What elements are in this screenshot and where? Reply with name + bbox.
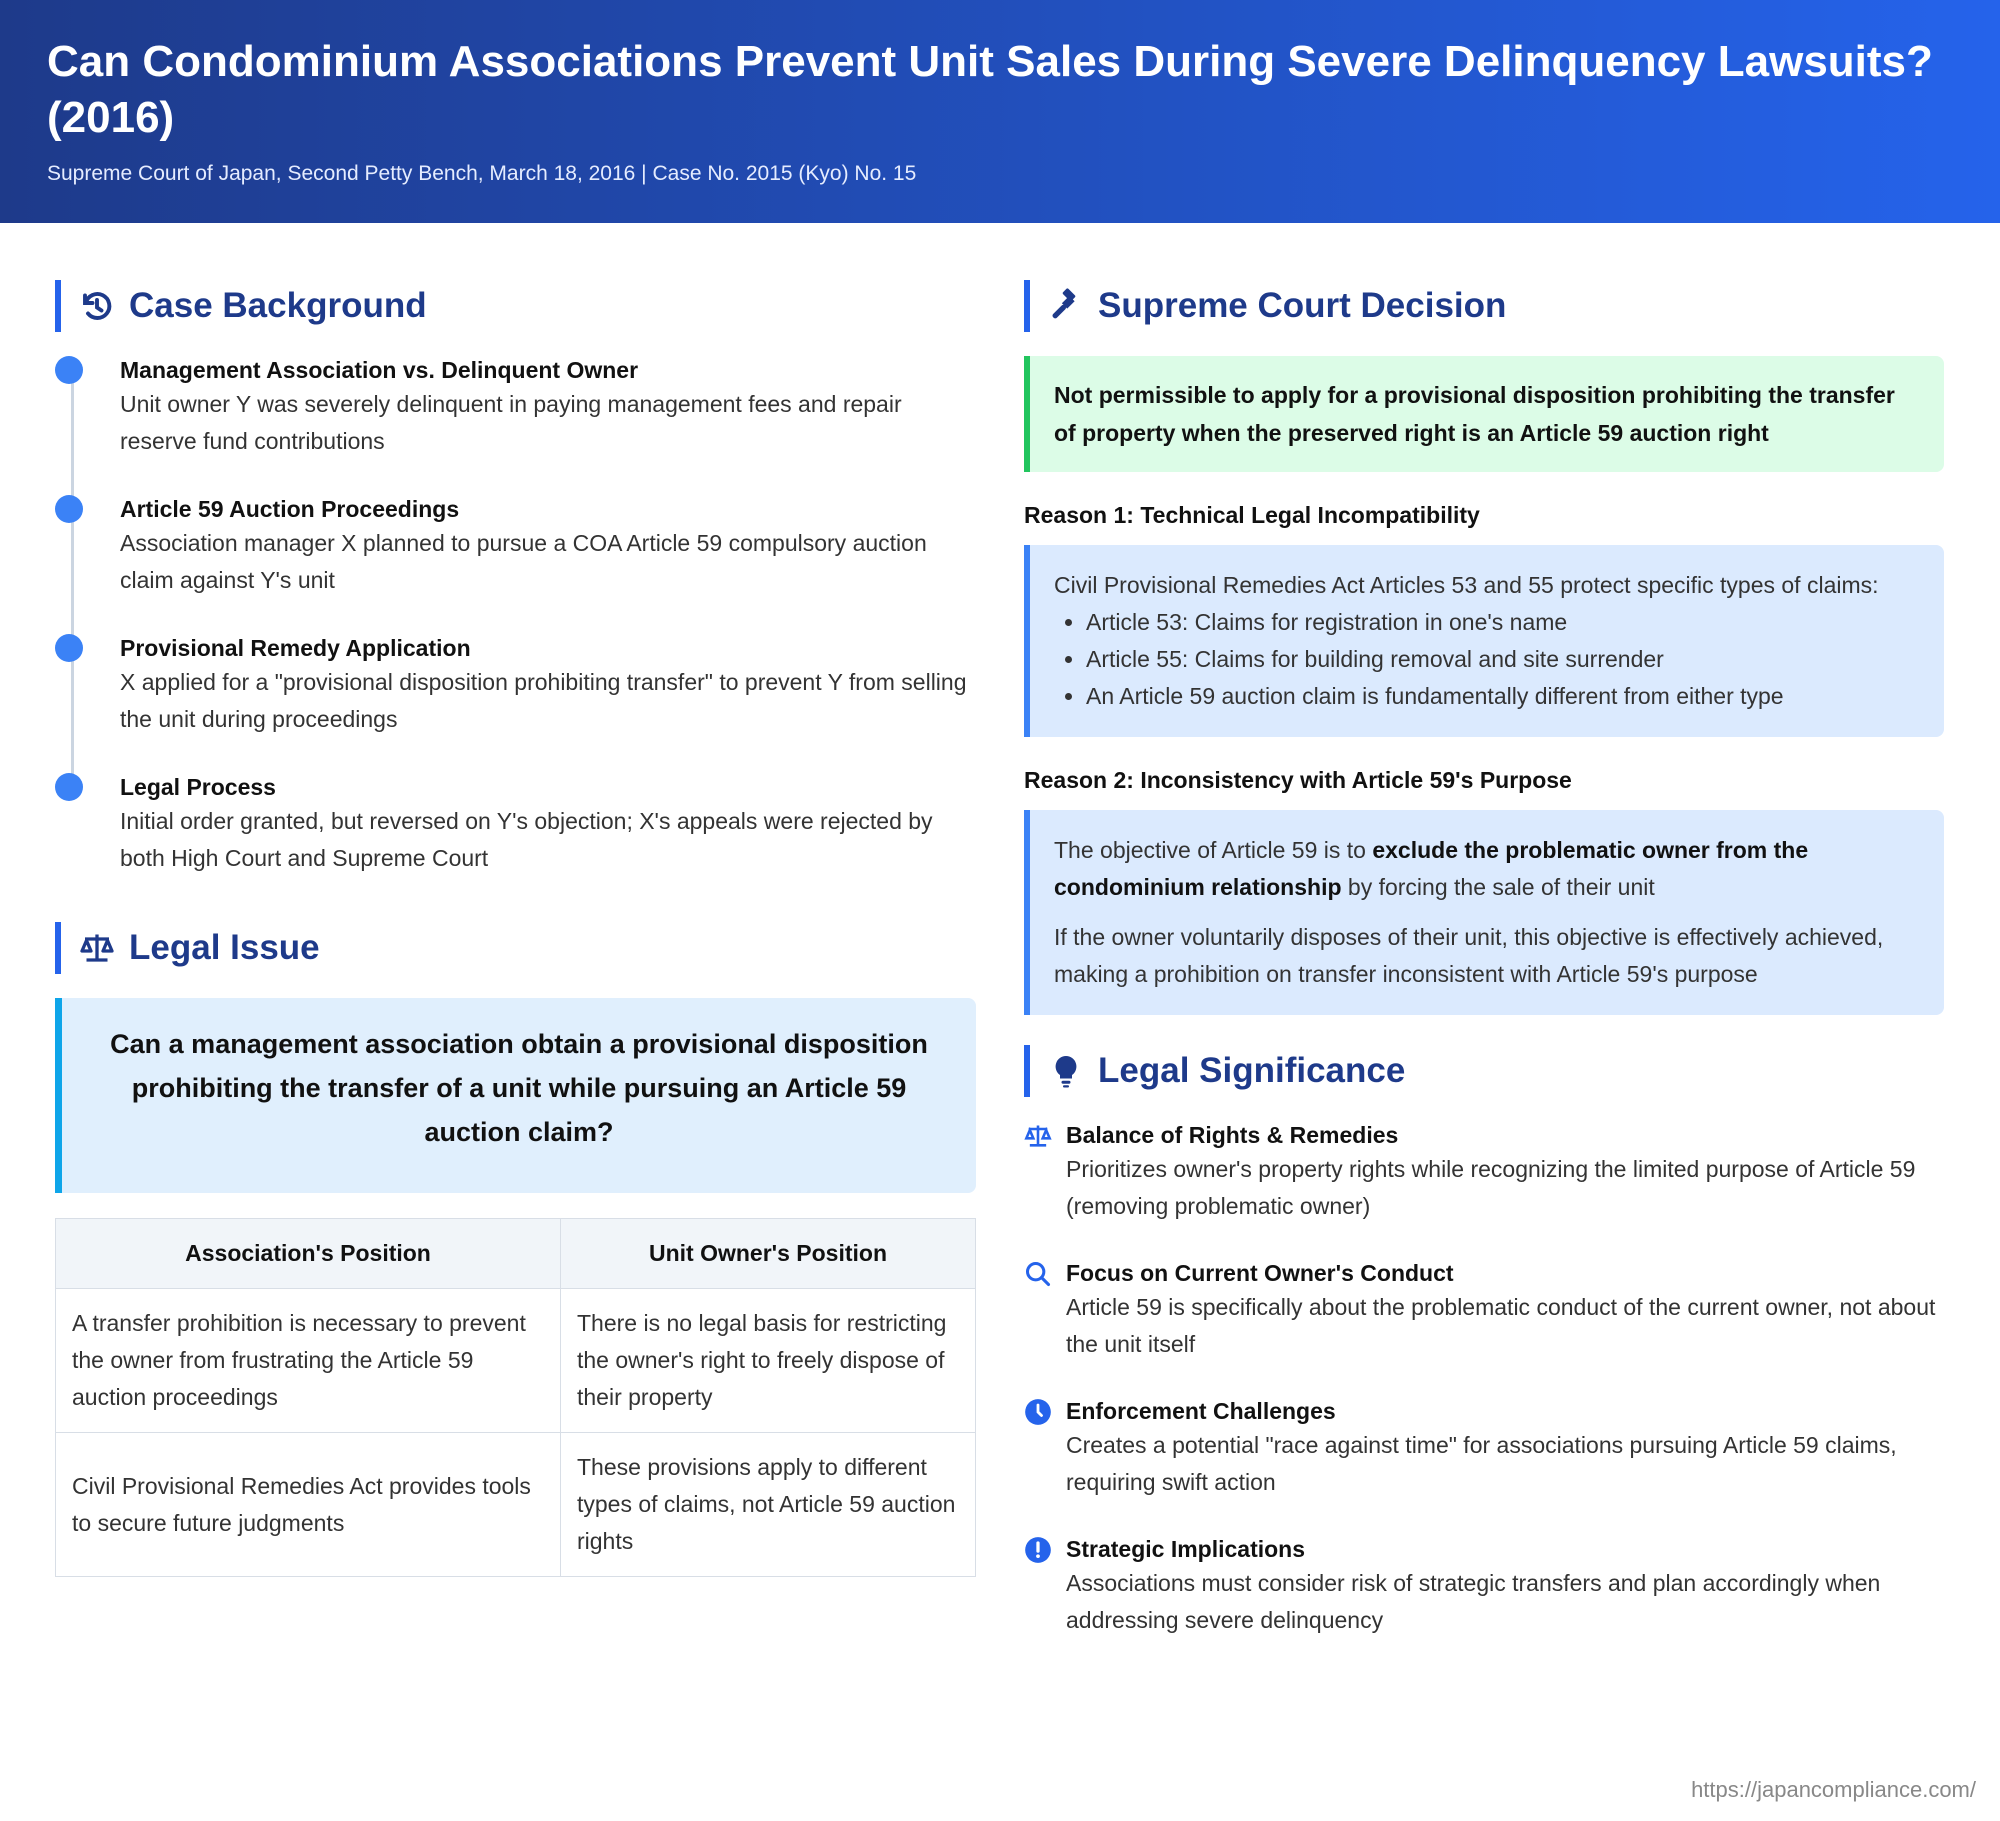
timeline [55,354,976,877]
table-cell: A transfer prohibition is necessary to prevent the owner from frustrating the Article 59 auction proceedings [56,1289,561,1433]
significance-list [1024,1119,1944,1639]
scale-icon [1024,1122,1052,1150]
timeline-item: Provisional Remedy Application X applied for a "provisional disposition prohibiting transfer" to prevent Y from selling the unit during proceedings [120,632,976,738]
exclamation-icon [1024,1536,1052,1564]
timeline-dot [55,495,83,523]
footer-url[interactable]: https://japancompliance.com/ [1691,1777,1976,1802]
table-header: Association's Position [56,1219,561,1289]
significance-heading: Legal Significance [1024,1045,1944,1097]
decision-heading: Supreme Court Decision [1024,280,1944,332]
timeline-dot [55,773,83,801]
legal-issue-heading: Legal Issue [55,922,976,974]
reason-2-p1: The objective of Article 59 is to exclude the problematic owner from the condominium relationship by forcing the sale of their unit [1054,837,1809,900]
reason-1-box [1024,545,1944,737]
legal-question: Can a management association obtain a provisional disposition prohibiting the transfer of a unit while pursuing an Article 59 auction claim? [55,998,976,1193]
reason-1-intro: Civil Provisional Remedies Act Articles 53 and 55 protect specific types of claims: [1054,572,1879,598]
holding: Not permissible to apply for a provisional disposition prohibiting the transfer of property when the preserved right is an Article 59 auction right [1024,356,1944,472]
timeline-dot [55,634,83,662]
left-column [55,223,976,1577]
significance-item: Balance of Rights & Remedies Prioritizes owner's property rights while recognizing the limited purpose of Article 59 (removing problematic owner) [1024,1119,1944,1225]
table-cell: There is no legal basis for restricting the owner's right to freely dispose of their property [561,1289,976,1433]
timeline-item: Article 59 Auction Proceedings Association manager X planned to pursue a COA Article 59 compulsory auction claim against Y's unit [120,493,976,599]
gavel-icon [1048,288,1084,324]
reason-2-p2: If the owner voluntarily disposes of their unit, this objective is effectively achieved, making a prohibition on transfer inconsistent with Article 59's purpose [1054,924,1884,987]
lightbulb-icon [1048,1053,1084,1089]
page-header [0,0,2000,223]
page-subtitle: Supreme Court of Japan, Second Petty Bench, March 18, 2016 | Case No. 2015 (Kyo) No. 15 [47,162,917,185]
timeline-dot [55,356,83,384]
table-row [56,1433,976,1577]
positions-table [55,1218,976,1577]
bullet: • An Article 59 auction claim is fundamentally different from either type [1086,678,1920,715]
table-row [56,1289,976,1433]
table-cell: Civil Provisional Remedies Act provides tools to secure future judgments [56,1433,561,1577]
significance-item: Strategic Implications Associations must consider risk of strategic transfers and plan accordingly when addressing severe delinquency [1024,1533,1944,1639]
bullet: • Article 55: Claims for building removal and site surrender [1086,641,1920,678]
table-header: Unit Owner's Position [561,1219,976,1289]
reason-2-box [1024,810,1944,1015]
reason-1-label: Reason 1: Technical Legal Incompatibility [1024,502,1480,528]
reason-2-label: Reason 2: Inconsistency with Article 59's Purpose [1024,767,1572,793]
bullet: • Article 53: Claims for registration in one's name [1086,604,1920,641]
scale-icon [79,930,115,966]
timeline-item: Legal Process Initial order granted, but reversed on Y's objection; X's appeals were rejected by both High Court and Supreme Court [120,771,976,877]
search-icon [1024,1260,1052,1288]
history-icon [79,288,115,324]
right-column [1024,223,1944,1671]
case-background-heading: Case Background [55,280,976,332]
significance-item: Focus on Current Owner's Conduct Article 59 is specifically about the problematic conduct of the current owner, not about the unit itself [1024,1257,1944,1363]
timeline-item: Management Association vs. Delinquent Owner Unit owner Y was severely delinquent in paying management fees and repair reserve fund contributions [120,354,976,460]
page-title: Can Condominium Associations Prevent Unit Sales During Severe Delinquency Lawsuits? (2016) [47,37,1933,142]
significance-item: Enforcement Challenges Creates a potential "race against time" for associations pursuing Article 59 claims, requiring swift action [1024,1395,1944,1501]
table-cell: These provisions apply to different types of claims, not Article 59 auction rights [561,1433,976,1577]
clock-icon [1024,1398,1052,1426]
